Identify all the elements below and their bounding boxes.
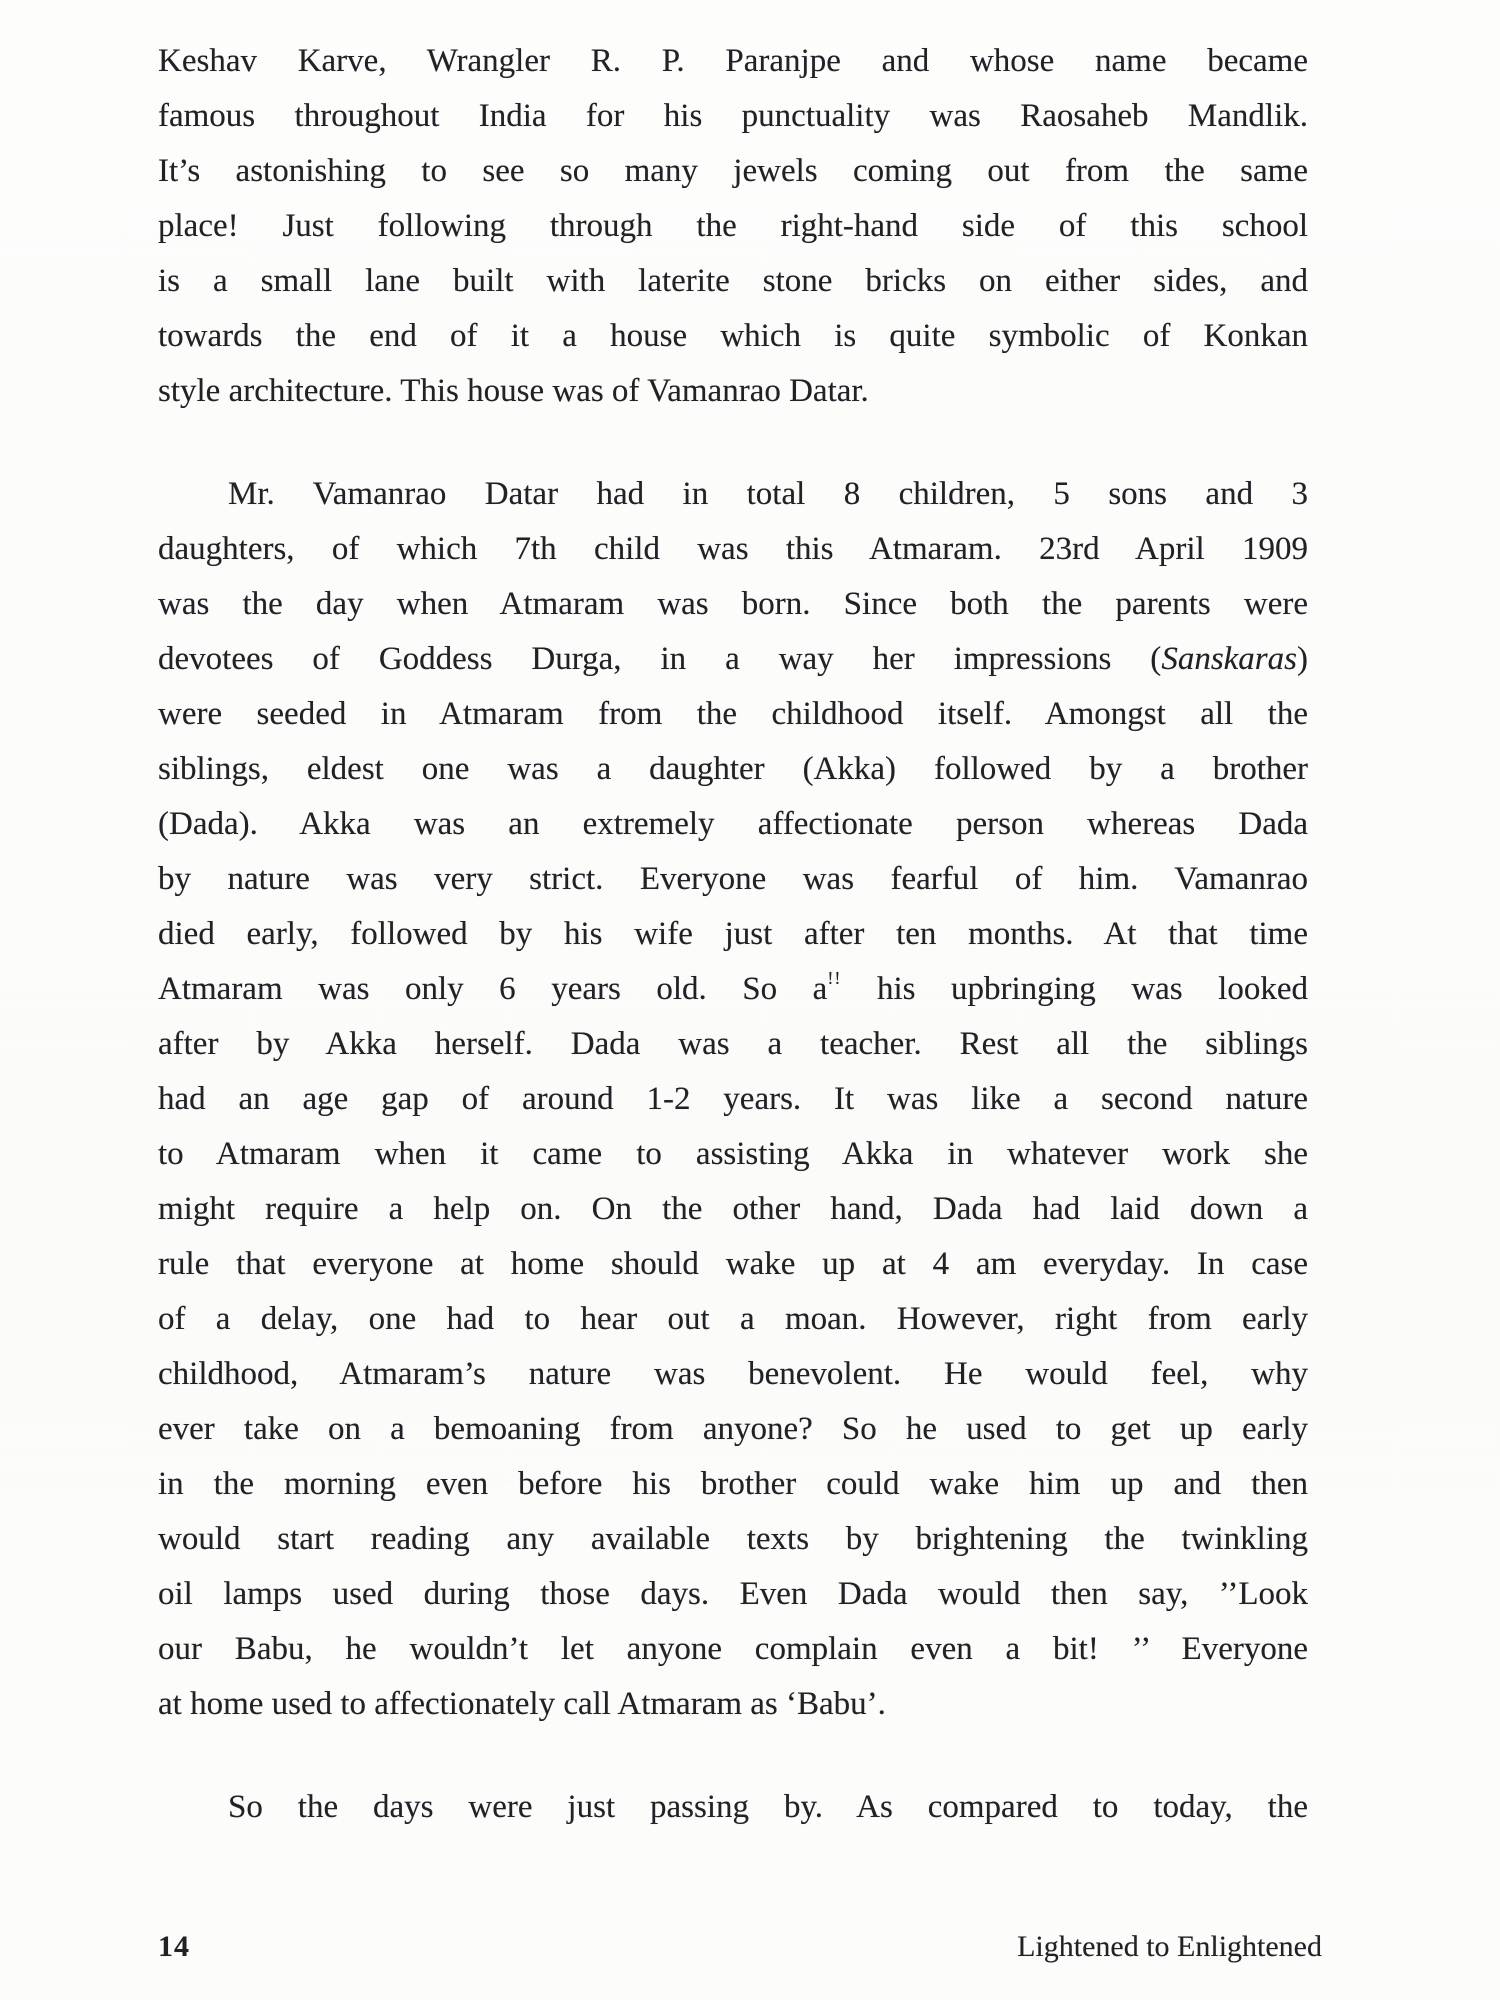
text-line — [158, 309, 1308, 364]
page-footer — [158, 1928, 1322, 1966]
text-line — [158, 632, 1308, 687]
text-segment: place! Just following through the right-hand side of this school — [158, 208, 1308, 244]
text-segment: might require a help on. On the other hand, Dada had laid down a — [158, 1191, 1308, 1227]
page-number: 14 — [158, 1930, 190, 1963]
text-segment: had an age gap of around 1-2 years. It was like a second nature — [158, 1081, 1308, 1117]
text-segment: of a delay, one had to hear out a moan. However, right from early — [158, 1301, 1308, 1337]
text-line — [158, 1622, 1308, 1677]
text-segment: after by Akka herself. Dada was a teacher. Rest all the siblings — [158, 1026, 1308, 1062]
text-line — [158, 199, 1308, 254]
text-line — [158, 144, 1308, 199]
text-segment: ever take on a bemoaning from anyone? So he used to get up early — [158, 1411, 1308, 1447]
text-line — [158, 797, 1308, 852]
text-segment: So the days were just passing by. As compared to today, the — [228, 1789, 1308, 1825]
text-line — [158, 364, 1308, 419]
text-segment: towards the end of it a house which is quite symbolic of Konkan — [158, 318, 1308, 354]
text-line — [158, 522, 1308, 577]
text-line — [158, 1457, 1308, 1512]
text-segment: was the day when Atmaram was born. Since both the parents were — [158, 586, 1308, 622]
text-line — [158, 89, 1308, 144]
text-segment: style architecture. This house was of Vamanrao Datar. — [158, 373, 869, 409]
text-line — [158, 1237, 1308, 1292]
text-segment: daughters, of which 7th child was this Atmaram. 23rd April 1909 — [158, 531, 1308, 567]
text-segment: would start reading any available texts by brightening the twinkling — [158, 1521, 1308, 1557]
paragraph — [158, 467, 1308, 1732]
text-segment: our Babu, he wouldn’t let anyone complain even a bit! ’’ Everyone — [158, 1631, 1308, 1667]
text-line — [158, 962, 1308, 1017]
text-segment: Mr. Vamanrao Datar had in total 8 children, 5 sons and 3 — [228, 476, 1308, 512]
italic-text: Sanskaras — [1161, 641, 1297, 677]
text-line — [158, 852, 1308, 907]
text-segment: by nature was very strict. Everyone was fearful of him. Vamanrao — [158, 861, 1308, 897]
text-line — [158, 254, 1308, 309]
text-line — [158, 1567, 1308, 1622]
text-line — [158, 1347, 1308, 1402]
print-artifact: !! — [827, 968, 842, 989]
text-segment: is a small lane built with laterite stone bricks on either sides, and — [158, 263, 1308, 299]
text-segment: Keshav Karve, Wrangler R. P. Paranjpe and whose name became — [158, 43, 1308, 79]
text-segment: siblings, eldest one was a daughter (Akka) followed by a brother — [158, 751, 1308, 787]
text-segment: famous throughout India for his punctuality was Raosaheb Mandlik. — [158, 98, 1308, 134]
text-line — [158, 1072, 1308, 1127]
text-segment: at home used to affectionately call Atmaram as ‘Babu’. — [158, 1686, 886, 1722]
text-segment: oil lamps used during those days. Even Dada would then say, ’’Look — [158, 1576, 1308, 1612]
text-segment: to Atmaram when it came to assisting Akka in whatever work she — [158, 1136, 1308, 1172]
text-line — [158, 687, 1308, 742]
text-line — [158, 1780, 1308, 1835]
text-line — [158, 1512, 1308, 1567]
running-title: Lightened to Enlightened — [1017, 1930, 1322, 1963]
text-segment: ) — [1297, 641, 1308, 677]
text-segment: died early, followed by his wife just after ten months. At that time — [158, 916, 1308, 952]
text-line — [158, 577, 1308, 632]
paragraph — [158, 1780, 1308, 1835]
text-segment: childhood, Atmaram’s nature was benevolent. He would feel, why — [158, 1356, 1308, 1392]
text-line — [158, 1182, 1308, 1237]
text-line — [158, 1127, 1308, 1182]
text-segment: devotees of Goddess Durga, in a way her impressions ( — [158, 641, 1162, 677]
text-segment: It’s astonishing to see so many jewels coming out from the same — [158, 153, 1308, 189]
text-line — [158, 1402, 1308, 1457]
text-segment: in the morning even before his brother could wake him up and then — [158, 1466, 1308, 1502]
text-segment: were seeded in Atmaram from the childhood itself. Amongst all the — [158, 696, 1308, 732]
text-segment: rule that everyone at home should wake up at 4 am everyday. In case — [158, 1246, 1308, 1282]
text-segment: Atmaram was only 6 years old. So a — [158, 971, 828, 1007]
text-line — [158, 1677, 1308, 1732]
text-line — [158, 1292, 1308, 1347]
text-segment: his upbringing was looked — [841, 971, 1308, 1007]
page-body-text — [158, 34, 1308, 1835]
text-line — [158, 34, 1308, 89]
text-line — [158, 467, 1308, 522]
text-line — [158, 1017, 1308, 1072]
paragraph — [158, 34, 1308, 419]
text-line — [158, 742, 1308, 797]
text-line — [158, 907, 1308, 962]
text-segment: (Dada). Akka was an extremely affectionate person whereas Dada — [158, 806, 1308, 842]
